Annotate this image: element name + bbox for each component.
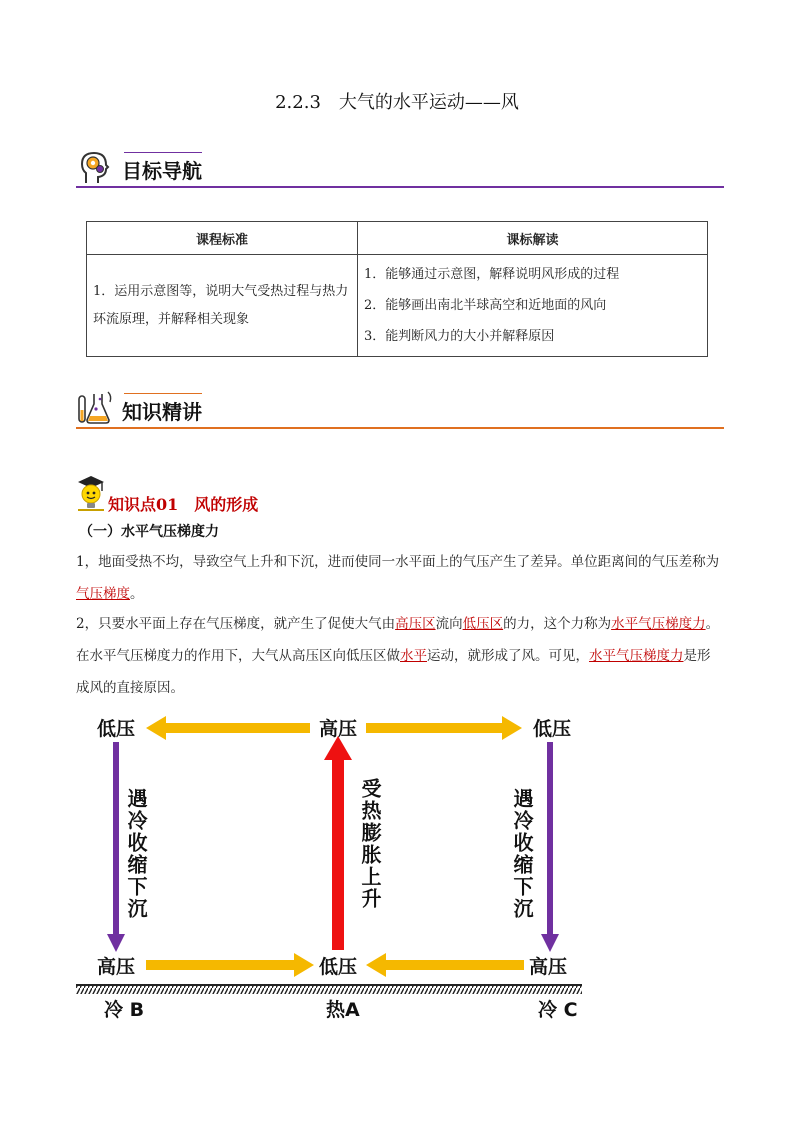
highlight-term: 水平气压梯度力 (611, 616, 706, 632)
section-title: 目标导航 (122, 159, 202, 183)
label-sinking-left: 遇冷收缩下沉 (124, 788, 148, 920)
para-text: 运动，就形成了风。可见， (427, 648, 589, 664)
label-top-left: 低压 (96, 718, 136, 740)
table-header-row (87, 222, 708, 255)
para-text: 是形成风的直接原因。 (76, 648, 711, 696)
subsection-title: （一）水平气压梯度力 (79, 524, 219, 540)
head-gears-icon (76, 149, 112, 185)
graduate-bulb-icon (74, 472, 108, 512)
highlight-term: 水平 (400, 648, 427, 664)
thermal-circulation-diagram (76, 708, 596, 1026)
header-interpretation: 课标解读 (358, 222, 708, 255)
section-title: 知识精讲 (122, 400, 202, 424)
ground-surface (76, 985, 582, 994)
paragraph-1 (76, 546, 720, 610)
para-text: 流向 (435, 616, 463, 632)
interpretation-item: 2．能够画出南北半球高空和近地面的风向 (364, 298, 607, 313)
lab-flask-icon (76, 388, 116, 426)
upper-arrow-to-right (366, 716, 522, 740)
highlight-term: 气压梯度 (76, 586, 130, 602)
label-top-right: 低压 (532, 718, 572, 740)
label-sinking-right: 遇冷收缩下沉 (510, 788, 534, 920)
curriculum-table (86, 221, 708, 357)
interpretation-cell (358, 255, 708, 357)
upper-arrow-to-left (146, 716, 310, 740)
section-header-knowledge (76, 393, 724, 429)
highlight-term: 水平气压梯度力 (589, 648, 684, 664)
para-text: 2，只要水平面上存在气压梯度，就产生了促使大气由 (76, 616, 396, 632)
para-text: 。 (130, 586, 144, 602)
label-bottom-left: 高压 (96, 956, 136, 978)
label-bottom-mid: 低压 (318, 956, 358, 978)
interpretation-item: 1．能够通过示意图，解释说明风形成的过程 (364, 267, 620, 282)
page-title: 2.2.3 大气的水平运动——风 (275, 92, 519, 113)
para-text: 1，地面受热不均，导致空气上升和下沉，进而使同一水平面上的气压产生了差异。单位距离间的气压差称为 (76, 554, 720, 570)
surface-arrow-right-to-mid (366, 953, 524, 977)
ground-label-mid: 热A (326, 999, 360, 1021)
table-row (87, 255, 708, 357)
para-text: 的力，这个力称为 (503, 616, 612, 632)
label-bottom-right: 高压 (528, 956, 568, 978)
ground-label-left: 冷 B (104, 999, 145, 1021)
ground-label-right: 冷 C (538, 999, 578, 1021)
rising-arrow-mid (324, 736, 352, 950)
para-text: 。在水平气压梯度力的作用下，大气从高压区向低压区做 (76, 616, 720, 664)
highlight-term: 高压区 (395, 616, 436, 632)
standard-cell: 1．运用示意图等，说明大气受热过程与热力环流原理，并解释相关现象 (87, 255, 358, 357)
sinking-arrow-right (541, 742, 559, 952)
highlight-term: 低压区 (462, 616, 504, 632)
interpretation-item: 3．能判断风力的大小并解释原因 (364, 329, 555, 344)
label-top-mid: 高压 (318, 718, 358, 740)
knowledge-point-title: 知识点01 风的形成 (108, 495, 259, 514)
paragraph-2 (76, 608, 720, 704)
sinking-arrow-left (107, 742, 125, 952)
section-header-goals (76, 152, 724, 188)
label-rising-mid: 受热膨胀上升 (358, 778, 382, 910)
surface-arrow-left-to-mid (146, 953, 314, 977)
header-standard: 课程标准 (87, 222, 358, 255)
